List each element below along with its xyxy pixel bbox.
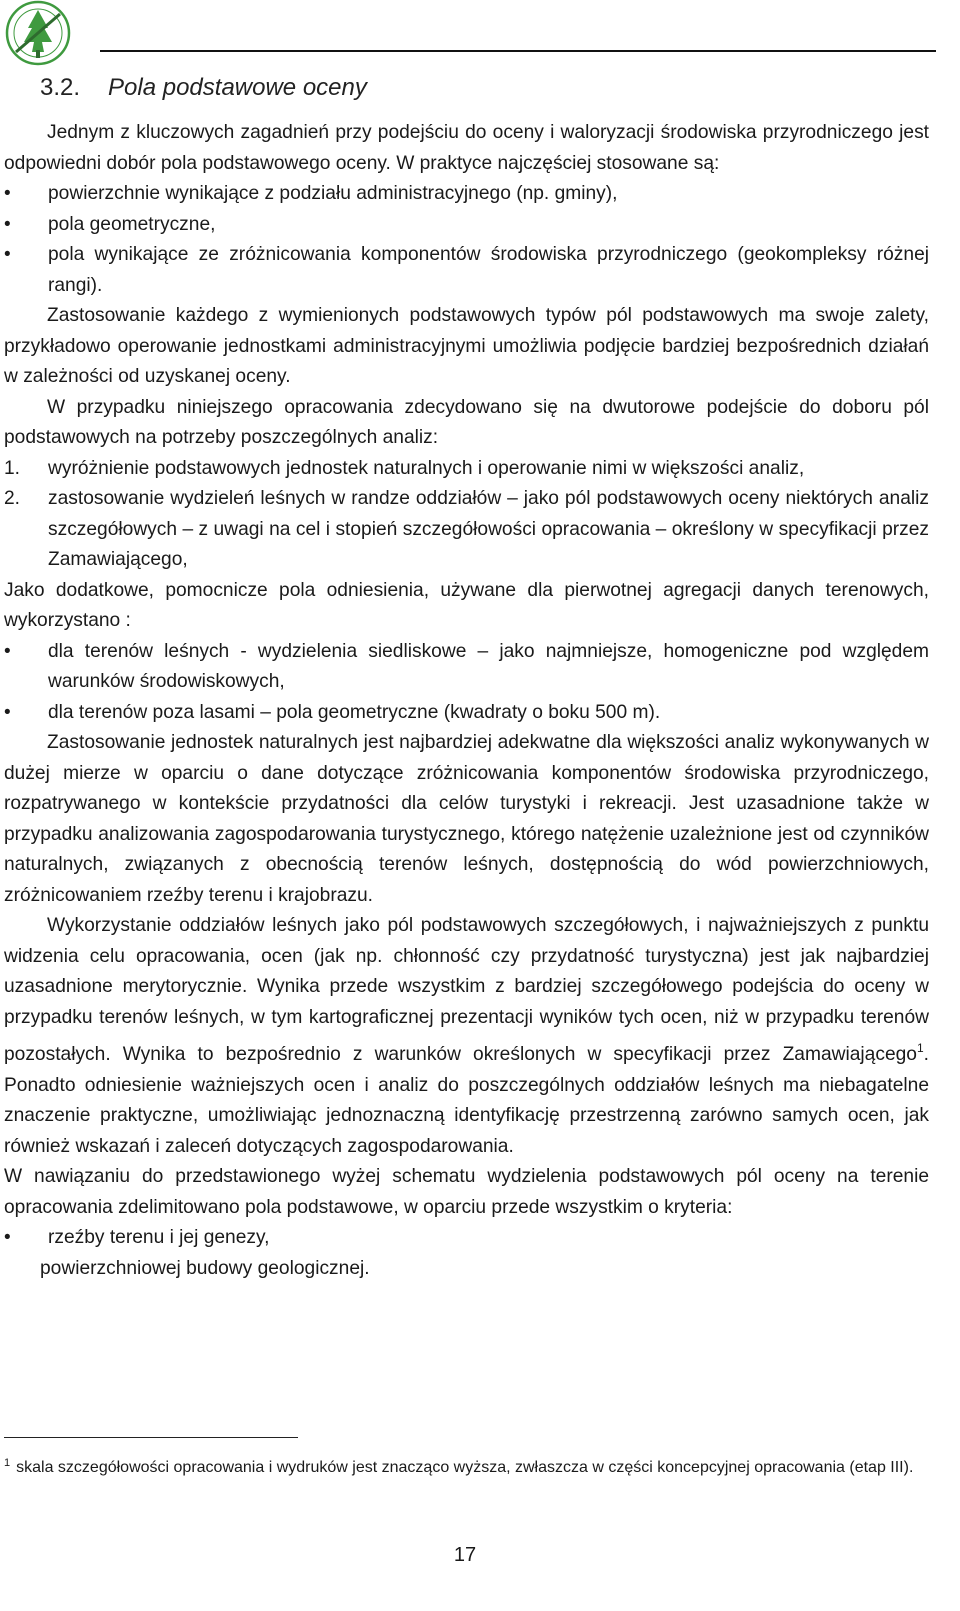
list-item-text: wyróżnienie podstawowych jednostek naturalnych i operowanie nimi w większości analiz, <box>48 457 805 479</box>
paragraph: Jako dodatkowe, pomocnicze pola odniesienia, używane dla pierwotnej agregacji danych terenowych, wykorzystano : <box>4 579 929 631</box>
section-number: 3.2. <box>40 74 81 101</box>
paragraph <box>4 911 929 1162</box>
footnote-mark: 1 <box>4 1457 11 1469</box>
footnote-ref[interactable]: 1 <box>916 1041 924 1055</box>
bullet-list <box>4 637 929 729</box>
document-body <box>4 118 929 1284</box>
section-heading <box>40 74 367 102</box>
list-item: • dla terenów leśnych - wydzielenia siedliskowe – jako najmniejsze, homogeniczne pod względem warunków środowiskowych, <box>4 637 929 698</box>
paragraph-text: . Ponadto odniesienie ważniejszych ocen i analiz do poszczególnych oddziałów leśnych ma niebagatelne znaczenie praktyczne, umożliwiając jednoznaczną identyfikację przestrzenną zarówno samych ocen, jak również wskazań i zaleceń dotyczących zagospodarowania. <box>4 1044 929 1157</box>
list-item: • pola geometryczne, <box>4 210 929 241</box>
bullet-list <box>4 179 929 301</box>
section-title: Pola podstawowe oceny <box>108 74 367 101</box>
list-number: 2. <box>4 488 21 509</box>
paragraph: Zastosowanie każdego z wymienionych podstawowych typów pól podstawowych ma swoje zalety, przykładowo operowanie jednostkami administracyjnymi umożliwia podjęcie bardziej bezpośrednich działań w zależności od uzyskanej oceny. <box>4 305 929 387</box>
footnote-rule <box>4 1437 298 1438</box>
page-number: 17 <box>453 1544 477 1566</box>
footnote <box>4 1451 929 1480</box>
forest-logo-icon <box>2 0 74 66</box>
list-item-text: zastosowanie wydzieleń leśnych w randze oddziałów – jako pól podstawowych oceny niektórych analiz szczegółowych – z uwagi na cel i stopień szczegółowości opracowania – określony w specyfikacji przez Zamawiającego, <box>48 488 929 570</box>
numbered-list <box>4 454 929 576</box>
list-item: • powierzchnie wynikające z podziału administracyjnego (np. gminy), <box>4 179 929 210</box>
list-item-plain: powierzchniowej budowy geologicznej. <box>40 1257 370 1279</box>
bullet-list <box>4 1223 929 1254</box>
list-item: • rzeźby terenu i jej genezy, <box>4 1223 929 1254</box>
list-item <box>4 484 929 576</box>
list-number: 1. <box>4 457 21 479</box>
list-item: • dla terenów poza lasami – pola geometryczne (kwadraty o boku 500 m). <box>4 698 929 729</box>
paragraph: W przypadku niniejszego opracowania zdecydowano się na dwutorowe podejście do doboru pól podstawowych na potrzeby poszczególnych analiz: <box>4 396 929 448</box>
list-item: • pola wynikające ze zróżnicowania komponentów środowiska przyrodniczego (geokompleksy różnej rangi). <box>4 240 929 301</box>
paragraph: W nawiązaniu do przedstawionego wyżej schematu wydzielenia podstawowych pól oceny na terenie opracowania zdelimitowano pola podstawowe, w oparciu przede wszystkim o kryteria: <box>4 1166 929 1218</box>
paragraph: Jednym z kluczowych zagadnień przy podejściu do oceny i waloryzacji środowiska przyrodniczego jest odpowiedni dobór pola podstawowego oceny. W praktyce najczęściej stosowane są: <box>4 122 929 174</box>
paragraph: Zastosowanie jednostek naturalnych jest najbardziej adekwatne dla większości analiz wykonywanych w dużej mierze w oparciu o dane dotyczące zróżnicowania komponentów środowiska przyrodniczego, rozpatrywanego w kontekście przydatności dla celów turystyki i rekreacji. Jest uzasadnione także w przypadku analizowania zagospodarowania turystycznego, którego natężenie uzależnione jest od czynników naturalnych, związanych z obecnością terenów leśnych, dostępnością do wód powierzchniowych, zróżnicowaniem rzeźby terenu i krajobrazu. <box>4 732 929 906</box>
footnote-text: skala szczegółowości opracowania i wydruków jest znacząco wyższa, zwłaszcza w części koncepcyjnej opracowania (etap III). <box>16 1459 914 1476</box>
header-rule <box>100 50 936 52</box>
logo <box>2 0 74 66</box>
paragraph-text: Wykorzystanie oddziałów leśnych jako pól podstawowych szczegółowych, i najważniejszych z punktu widzenia celu opracowania, ocen (jak np. chłonność czy przydatność turystyczna) jest jak najbardziej uzasadnione merytorycznie. Wynika przede wszystkim z bardziej szczegółowego podejścia do oceny w przypadku terenów leśnych, w tym kartograficznej prezentacji wyników tych ocen, niż w przypadku terenów pozostałych. Wynika to bezpośrednio z warunków określonych w specyfikacji przez Zamawiającego <box>4 915 929 1065</box>
list-item <box>4 454 929 485</box>
